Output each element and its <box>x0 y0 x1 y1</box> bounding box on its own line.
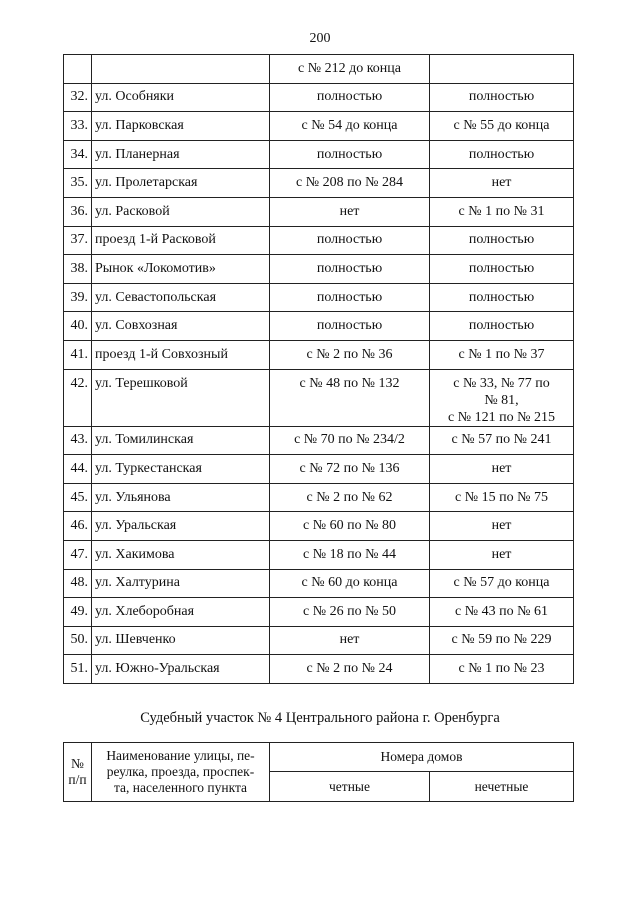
even-houses: с № 60 до конца <box>270 569 430 598</box>
odd-houses: с № 55 до конца <box>430 112 574 141</box>
odd-houses: полностью <box>430 83 574 112</box>
header-number-line: п/п <box>68 772 87 787</box>
odd-houses-line: № 81, <box>484 392 519 408</box>
odd-houses: нет <box>430 455 574 484</box>
odd-houses: нет <box>430 512 574 541</box>
street-name: ул. Особняки <box>92 83 270 112</box>
even-houses: полностью <box>270 140 430 169</box>
street-name: Рынок «Локомотив» <box>92 255 270 284</box>
street-name: ул. Шевченко <box>92 626 270 655</box>
table-row <box>64 369 574 426</box>
row-number: 34. <box>64 140 92 169</box>
odd-houses: с № 57 по № 241 <box>430 426 574 455</box>
street-name: ул. Севастопольская <box>92 283 270 312</box>
odd-houses: полностью <box>430 255 574 284</box>
even-houses: с № 18 по № 44 <box>270 540 430 569</box>
table-row <box>64 312 574 341</box>
row-number: 41. <box>64 340 92 369</box>
row-number: 40. <box>64 312 92 341</box>
odd-houses <box>430 55 574 84</box>
odd-houses: с № 1 по № 37 <box>430 340 574 369</box>
header-name-line: реулка, проезда, проспек- <box>106 764 255 779</box>
header-odd: нечетные <box>430 772 574 802</box>
header-houses: Номера домов <box>270 743 574 772</box>
street-name: ул. Хлеборобная <box>92 598 270 627</box>
row-number: 42. <box>64 369 92 426</box>
header-name <box>92 743 270 802</box>
table-row <box>64 83 574 112</box>
row-number: 36. <box>64 197 92 226</box>
row-number: 51. <box>64 655 92 684</box>
table-row <box>64 598 574 627</box>
even-houses: с № 212 до конца <box>270 55 430 84</box>
street-name <box>92 55 270 84</box>
street-name: ул. Терешковой <box>92 369 270 426</box>
street-name: ул. Парковская <box>92 112 270 141</box>
row-number <box>64 55 92 84</box>
table-row <box>64 540 574 569</box>
street-name: ул. Туркестанская <box>92 455 270 484</box>
odd-houses: нет <box>430 169 574 198</box>
table-row <box>64 455 574 484</box>
odd-houses: с № 1 по № 31 <box>430 197 574 226</box>
even-houses: с № 60 по № 80 <box>270 512 430 541</box>
even-houses: полностью <box>270 312 430 341</box>
odd-houses: с № 59 по № 229 <box>430 626 574 655</box>
street-name: проезд 1-й Совхозный <box>92 340 270 369</box>
even-houses: полностью <box>270 283 430 312</box>
table-row <box>64 169 574 198</box>
table-row <box>64 55 574 84</box>
table-row <box>64 655 574 684</box>
table-row <box>64 140 574 169</box>
street-name: проезд 1-й Расковой <box>92 226 270 255</box>
row-number: 32. <box>64 83 92 112</box>
odd-houses <box>430 369 574 426</box>
odd-houses-line: с № 33, № 77 по <box>453 375 550 391</box>
odd-houses: нет <box>430 540 574 569</box>
header-number <box>64 743 92 802</box>
table-row <box>64 483 574 512</box>
even-houses: полностью <box>270 255 430 284</box>
street-name: ул. Хакимова <box>92 540 270 569</box>
odd-houses: полностью <box>430 140 574 169</box>
row-number: 45. <box>64 483 92 512</box>
table-row <box>64 340 574 369</box>
row-number: 48. <box>64 569 92 598</box>
street-name: ул. Томилинская <box>92 426 270 455</box>
row-number: 33. <box>64 112 92 141</box>
row-number: 50. <box>64 626 92 655</box>
table-row <box>64 626 574 655</box>
even-houses: с № 70 по № 234/2 <box>270 426 430 455</box>
street-name: ул. Пролетарская <box>92 169 270 198</box>
street-name: ул. Ульянова <box>92 483 270 512</box>
section-caption: Судебный участок № 4 Центрального района г. Оренбурга <box>140 710 500 726</box>
row-number: 46. <box>64 512 92 541</box>
row-number: 47. <box>64 540 92 569</box>
even-houses: с № 72 по № 136 <box>270 455 430 484</box>
header-number-line: № <box>71 756 84 771</box>
even-houses: с № 2 по № 36 <box>270 340 430 369</box>
street-name: ул. Уральская <box>92 512 270 541</box>
table-row <box>64 569 574 598</box>
row-number: 38. <box>64 255 92 284</box>
header-name-line: Наименование улицы, пе- <box>106 748 255 763</box>
table-row <box>64 512 574 541</box>
header-even: четные <box>270 772 430 802</box>
row-number: 49. <box>64 598 92 627</box>
odd-houses: с № 57 до конца <box>430 569 574 598</box>
table-row <box>64 426 574 455</box>
even-houses: с № 2 по № 24 <box>270 655 430 684</box>
even-houses: полностью <box>270 226 430 255</box>
address-table-body <box>64 55 574 684</box>
odd-houses: полностью <box>430 312 574 341</box>
odd-houses: полностью <box>430 283 574 312</box>
address-table <box>63 54 574 684</box>
even-houses: с № 26 по № 50 <box>270 598 430 627</box>
section-header-table <box>63 742 574 802</box>
table-row <box>64 255 574 284</box>
even-houses: полностью <box>270 83 430 112</box>
row-number: 35. <box>64 169 92 198</box>
odd-houses: с № 15 по № 75 <box>430 483 574 512</box>
street-name: ул. Расковой <box>92 197 270 226</box>
table-row <box>64 226 574 255</box>
row-number: 37. <box>64 226 92 255</box>
street-name: ул. Халтурина <box>92 569 270 598</box>
table-row <box>64 283 574 312</box>
even-houses: с № 54 до конца <box>270 112 430 141</box>
row-number: 44. <box>64 455 92 484</box>
odd-houses-line: с № 121 по № 215 <box>448 409 555 425</box>
odd-houses: с № 43 по № 61 <box>430 598 574 627</box>
table-row <box>64 112 574 141</box>
header-name-line: та, населенного пункта <box>113 780 248 795</box>
even-houses: с № 48 по № 132 <box>270 369 430 426</box>
street-name: ул. Южно-Уральская <box>92 655 270 684</box>
table-row <box>64 197 574 226</box>
even-houses: нет <box>270 626 430 655</box>
even-houses: с № 208 по № 284 <box>270 169 430 198</box>
street-name: ул. Совхозная <box>92 312 270 341</box>
row-number: 39. <box>64 283 92 312</box>
even-houses: с № 2 по № 62 <box>270 483 430 512</box>
odd-houses: полностью <box>430 226 574 255</box>
odd-houses: с № 1 по № 23 <box>430 655 574 684</box>
page-number: 200 <box>309 31 331 46</box>
street-name: ул. Планерная <box>92 140 270 169</box>
row-number: 43. <box>64 426 92 455</box>
even-houses: нет <box>270 197 430 226</box>
